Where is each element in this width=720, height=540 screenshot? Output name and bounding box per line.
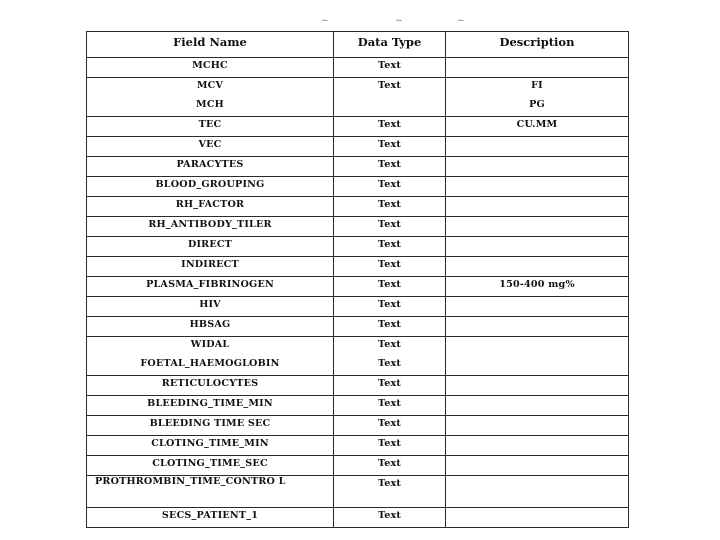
field-name: WIDAL (190, 339, 230, 350)
field-name-cell (87, 217, 334, 237)
column-header-field-name: Field Name (87, 32, 334, 58)
description-cell (446, 337, 629, 376)
table-row (87, 416, 629, 436)
description (448, 157, 626, 176)
description (448, 436, 626, 455)
description-cell (446, 508, 629, 528)
description-cell (446, 157, 629, 177)
field-name-cell (87, 476, 334, 508)
description-cell (446, 317, 629, 337)
data-type: Text (377, 179, 402, 190)
field-name: CLOTING_TIME_MIN (151, 438, 269, 449)
data-type-cell (334, 197, 446, 217)
description (448, 396, 626, 415)
description (448, 297, 626, 316)
description: FI (531, 80, 543, 91)
field-name-cell (87, 396, 334, 416)
data-type-cell (334, 476, 446, 508)
field-name-cell (87, 237, 334, 257)
description (448, 58, 626, 77)
description-cell (446, 217, 629, 237)
column-header-description: Description (446, 32, 629, 58)
data-type: Text (377, 398, 402, 409)
data-type: Text (377, 418, 402, 429)
field-name-cell (87, 376, 334, 396)
table-row (87, 476, 629, 508)
data-type-cell (334, 78, 446, 117)
table-row (87, 157, 629, 177)
field-name: BLEEDING_TIME_MIN (147, 398, 273, 409)
field-name-cell (87, 58, 334, 78)
data-type: Text (377, 259, 402, 270)
data-type-cell (334, 177, 446, 197)
table-row (87, 396, 629, 416)
field-name: MCV (196, 80, 224, 91)
data-type: Text (377, 279, 402, 290)
data-type: Text (377, 60, 402, 71)
description (448, 217, 626, 236)
field-name-cell (87, 277, 334, 297)
field-name-cell (87, 297, 334, 317)
table-row (87, 78, 629, 117)
field-name-cell (87, 137, 334, 157)
data-type-cell (334, 137, 446, 157)
description-cell (446, 297, 629, 317)
description (448, 508, 626, 527)
data-type: Text (377, 80, 402, 91)
description-cell (446, 197, 629, 217)
data-type-cell (334, 376, 446, 396)
table-row (87, 337, 629, 376)
field-name: MCH (196, 99, 224, 110)
data-type-cell (334, 508, 446, 528)
description (448, 476, 626, 495)
data-type-cell (334, 297, 446, 317)
field-name: RETICULOCYTES (161, 378, 259, 389)
data-type: Text (377, 139, 402, 150)
column-header-data-type: Data Type (334, 32, 446, 58)
field-name-cell (87, 157, 334, 177)
data-type-cell (334, 337, 446, 376)
field-name: DIRECT (187, 239, 233, 250)
table-row (87, 237, 629, 257)
data-type-cell (334, 317, 446, 337)
description: 150-400 mg% (499, 279, 575, 290)
field-name-cell (87, 436, 334, 456)
field-name: VEC (198, 139, 222, 150)
description (448, 197, 626, 216)
data-type: Text (377, 438, 402, 449)
data-type-cell (334, 436, 446, 456)
table-row (87, 436, 629, 456)
description-cell (446, 476, 629, 508)
field-name: TEC (198, 119, 222, 130)
data-type-cell (334, 157, 446, 177)
data-type-cell (334, 117, 446, 137)
field-name: CLOTING_TIME_SEC (152, 458, 268, 469)
data-type: Text (377, 119, 402, 130)
table-row (87, 177, 629, 197)
data-type-cell (334, 257, 446, 277)
data-type-cell (334, 396, 446, 416)
data-type: Text (377, 478, 402, 489)
description-cell (446, 277, 629, 297)
table-row (87, 456, 629, 476)
description: CU.MM (516, 119, 558, 130)
description (448, 317, 626, 336)
field-name: RH_FACTOR (175, 199, 245, 210)
header-mark: ~ (321, 16, 329, 26)
header-marks (0, 16, 720, 28)
field-name: HBSAG (189, 319, 231, 330)
table-row (87, 277, 629, 297)
table-row (87, 197, 629, 217)
field-name-cell (87, 416, 334, 436)
table-row (87, 257, 629, 277)
field-name: HIV (199, 299, 221, 310)
field-name-cell (87, 177, 334, 197)
description-cell (446, 177, 629, 197)
data-type-cell (334, 217, 446, 237)
description-cell (446, 436, 629, 456)
data-type: Text (377, 458, 402, 469)
description-cell (446, 456, 629, 476)
description (448, 137, 626, 156)
field-name-cell (87, 337, 334, 376)
field-name: RH_ANTIBODY_TILER (148, 219, 272, 230)
data-type: Text (377, 378, 402, 389)
table-row (87, 376, 629, 396)
field-name: MCHC (192, 60, 228, 71)
data-type: Text (377, 319, 402, 330)
table-row (87, 117, 629, 137)
table-body (87, 58, 629, 528)
data-type: Text (377, 239, 402, 250)
data-type-cell (334, 277, 446, 297)
description-cell (446, 117, 629, 137)
description (448, 177, 626, 196)
data-type: Text (377, 299, 402, 310)
table-row (87, 137, 629, 157)
data-type: Text (377, 199, 402, 210)
description (448, 416, 626, 435)
description-cell (446, 58, 629, 78)
field-name: FOETAL_HAEMOGLOBIN (140, 358, 280, 369)
field-spec-table (86, 31, 629, 528)
field-name: PROTHROMBIN_TIME_CONTRO L (95, 476, 286, 487)
data-type-cell (334, 237, 446, 257)
table-header-row (87, 32, 629, 58)
data-type-cell (334, 58, 446, 78)
field-name-cell (87, 78, 334, 117)
data-type-cell (334, 416, 446, 436)
data-type: Text (377, 358, 402, 369)
description (448, 456, 626, 475)
field-name-cell (87, 197, 334, 217)
field-name: SECS_PATIENT_1 (161, 510, 259, 521)
description-cell (446, 376, 629, 396)
field-name: BLOOD_GROUPING (155, 179, 265, 190)
field-name: INDIRECT (181, 259, 239, 270)
field-name: BLEEDING TIME SEC (149, 418, 271, 429)
table-row (87, 58, 629, 78)
data-type: Text (377, 339, 402, 350)
table-row (87, 508, 629, 528)
field-name: PARACYTES (176, 159, 244, 170)
field-name-cell (87, 317, 334, 337)
description-cell (446, 416, 629, 436)
header-mark: ~ (395, 16, 403, 26)
data-type: Text (377, 510, 402, 521)
field-name-cell (87, 117, 334, 137)
description (448, 237, 626, 256)
field-name-cell (87, 508, 334, 528)
description-cell (446, 137, 629, 157)
description: PG (529, 99, 545, 110)
table-row (87, 317, 629, 337)
description (448, 337, 626, 356)
data-type: Text (377, 219, 402, 230)
description-cell (446, 78, 629, 117)
description-cell (446, 396, 629, 416)
data-type-cell (334, 456, 446, 476)
description (448, 376, 626, 395)
field-name-cell (87, 257, 334, 277)
data-type: Text (377, 159, 402, 170)
description-cell (446, 257, 629, 277)
table-row (87, 217, 629, 237)
description (448, 257, 626, 276)
header-mark: ~ (457, 16, 465, 26)
field-name: PLASMA_FIBRINOGEN (146, 279, 274, 290)
field-name-cell (87, 456, 334, 476)
description-cell (446, 237, 629, 257)
table-row (87, 297, 629, 317)
